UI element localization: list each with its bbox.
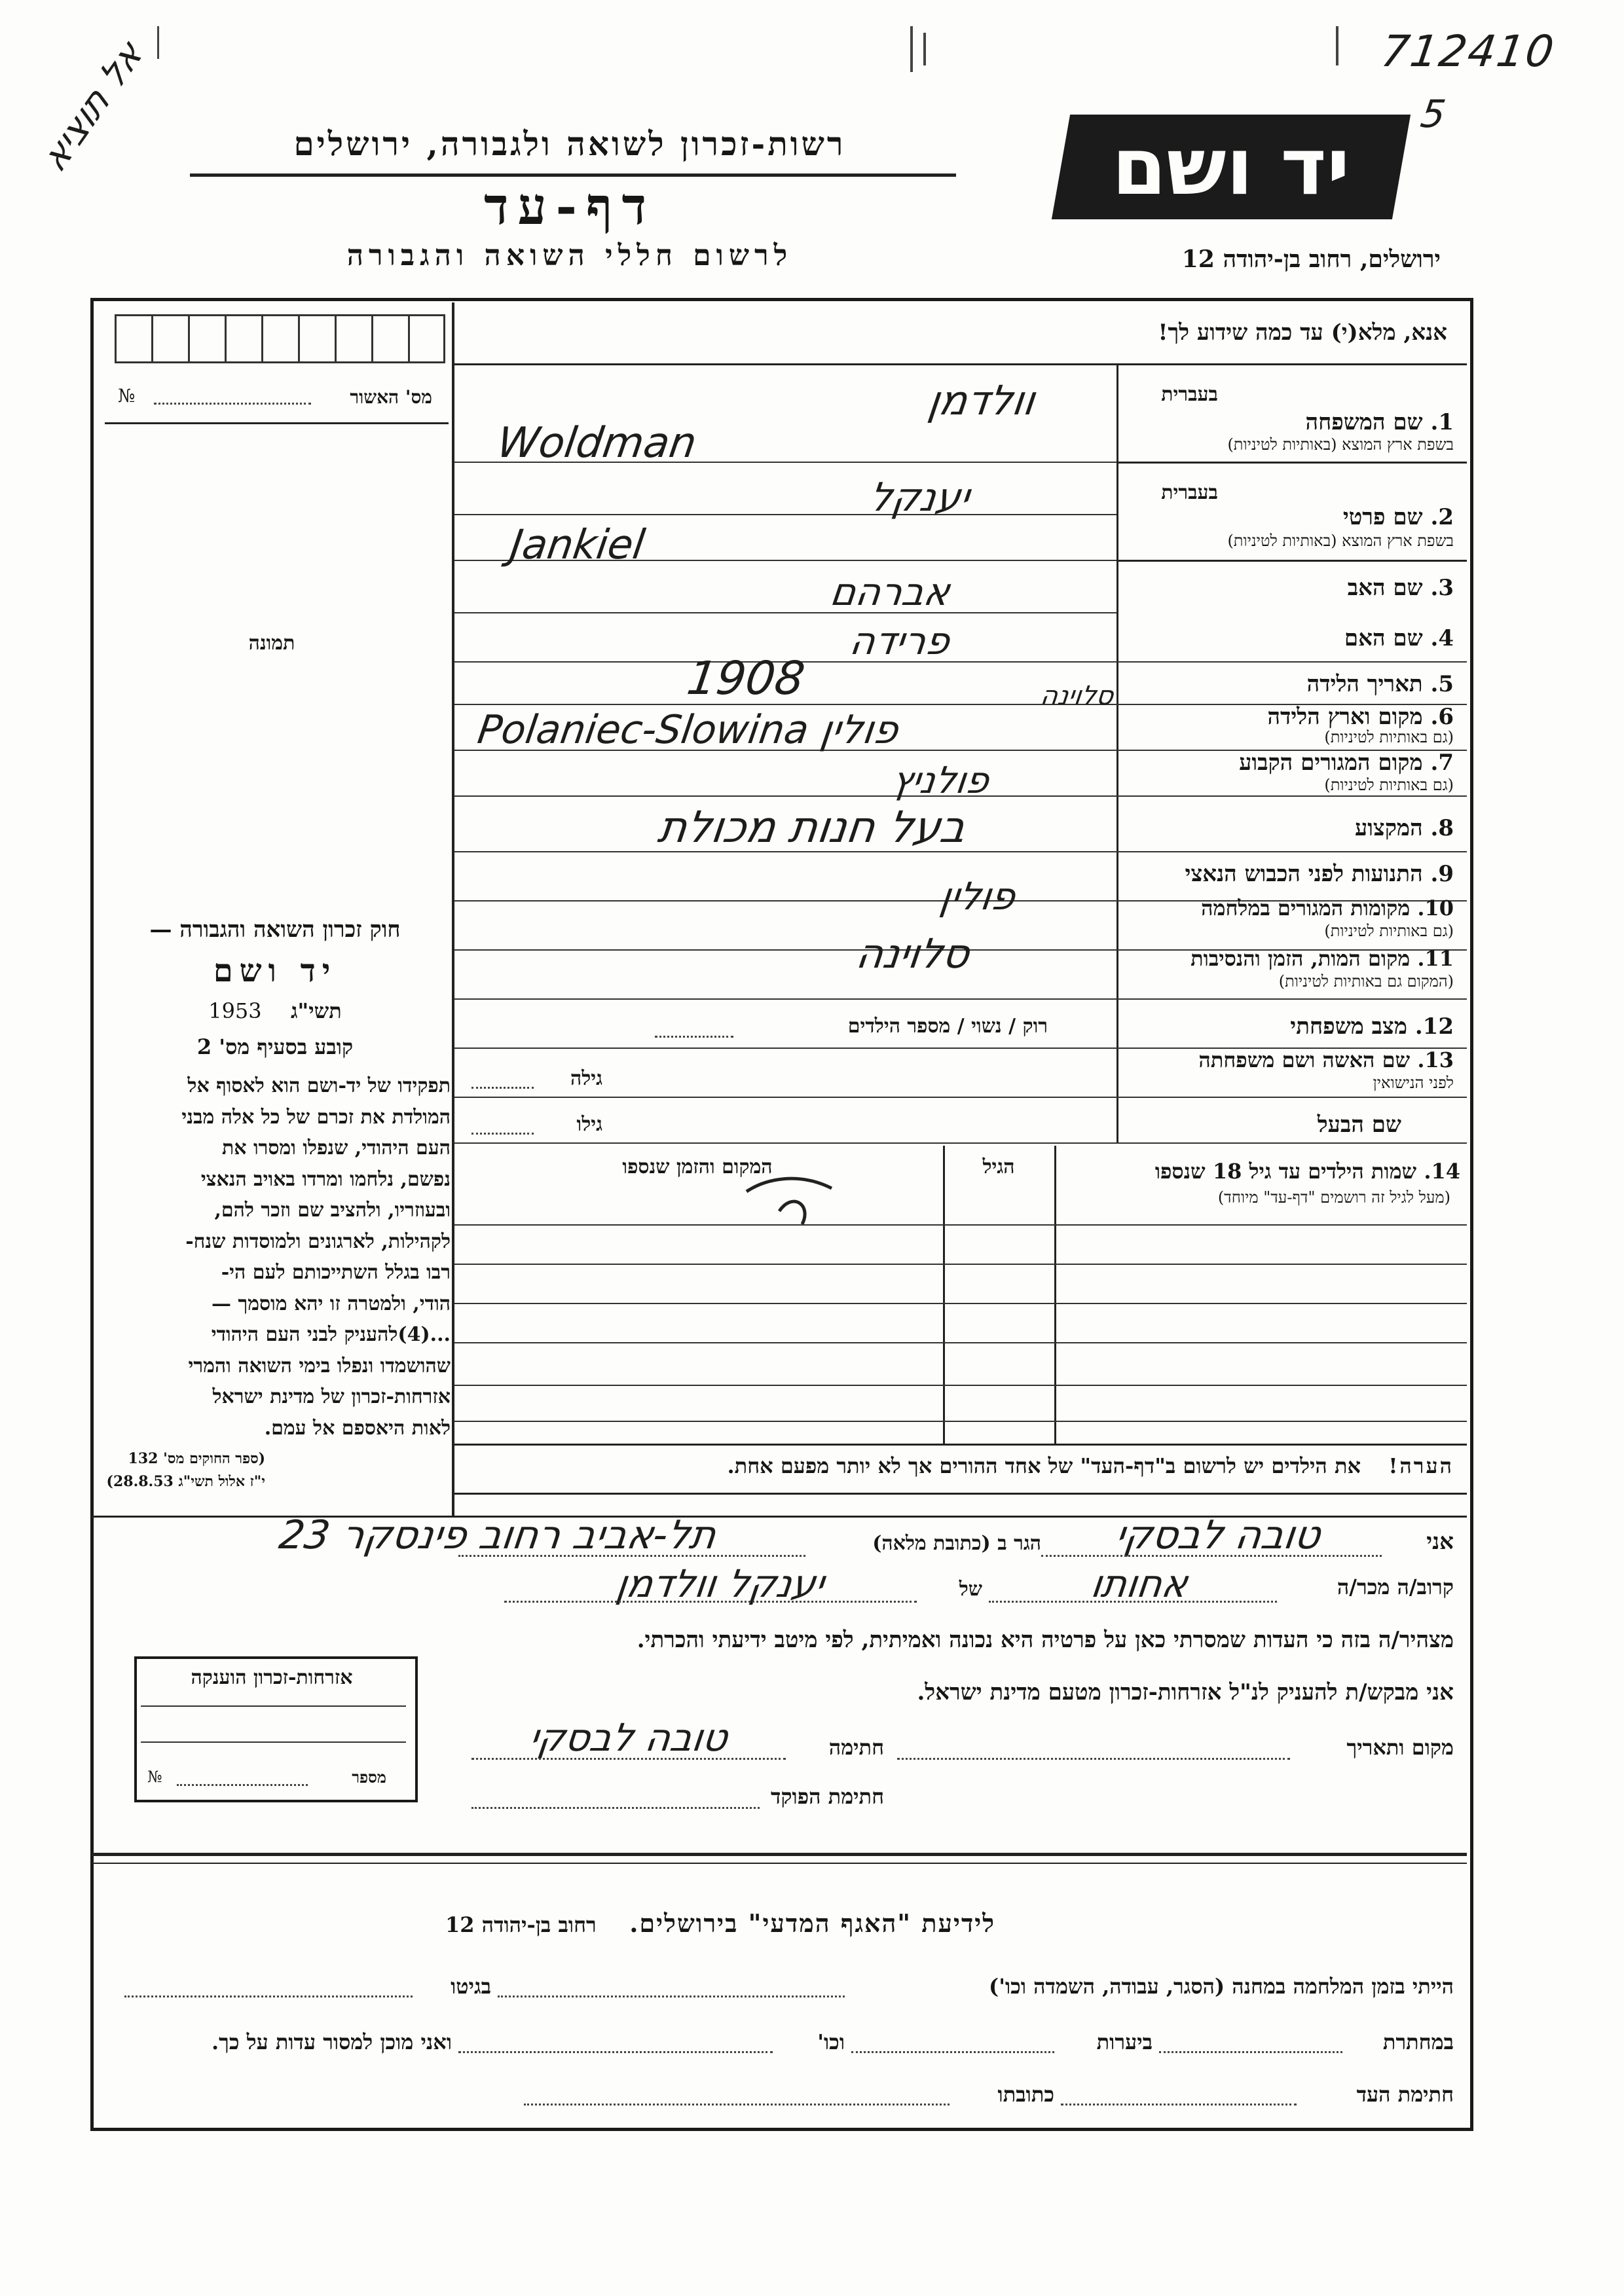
law-year bbox=[105, 998, 445, 1023]
field-8-num: 8. bbox=[1430, 815, 1454, 841]
field-8-label bbox=[1126, 815, 1454, 841]
field-6-sub: (גם באותיות לטיניות) bbox=[1324, 728, 1454, 746]
field-6-label bbox=[1126, 704, 1454, 730]
field-1-hebrew-tag: בעברית bbox=[1161, 383, 1218, 406]
field-13-label bbox=[1120, 1048, 1454, 1072]
footer-line2-c: וכו' bbox=[817, 2030, 845, 2054]
field-2-value-he[interactable]: יענקל bbox=[866, 475, 972, 520]
decl-signature-label: חתימה bbox=[828, 1735, 884, 1760]
strike-mark bbox=[740, 1165, 845, 1231]
field-6-num: 6. bbox=[1430, 704, 1454, 730]
field-5-label bbox=[1126, 671, 1454, 697]
file-number: 712410 bbox=[1378, 26, 1559, 77]
field-10-num: 10. bbox=[1417, 896, 1454, 920]
decl-relative-label: קרוב/ה מכר/ה bbox=[1337, 1575, 1454, 1599]
decl-of-label: של bbox=[959, 1578, 982, 1601]
law-year-heb: תשי"ג bbox=[290, 998, 342, 1023]
field-12-num: 12. bbox=[1414, 1013, 1454, 1040]
authority-name: רשות-זכרון לשואה ולגבורה, ירושלים bbox=[293, 124, 846, 163]
law-text-line: רבו בגלל השתייכותם לעם הי- bbox=[221, 1261, 451, 1284]
law-text-line: לאות היאספם אל עמם. bbox=[264, 1416, 451, 1440]
field-3-num: 3. bbox=[1430, 575, 1454, 601]
law-text-line: המולדת את זכרם של כל אלה מבני bbox=[181, 1105, 451, 1129]
approval-label: מס' האשור bbox=[350, 386, 432, 408]
law-text-line: ובעוזריו, ולהציב שם וזכר להם, bbox=[214, 1199, 451, 1222]
field-10-sub: (גם באותיות לטיניות) bbox=[1324, 922, 1454, 940]
law-year-greg: 1953 bbox=[208, 998, 262, 1023]
field-7-value[interactable]: פולניץ bbox=[889, 759, 992, 802]
field-9-num: 9. bbox=[1430, 861, 1454, 887]
field-1-num: 1. bbox=[1430, 409, 1454, 435]
field-2-text: שם פרטי bbox=[1342, 504, 1423, 530]
citizenship-no: № bbox=[147, 1768, 162, 1786]
law-text-line: לקהילות, לארגונים ולמוסדות שנח- bbox=[185, 1230, 451, 1253]
header-address: ירושלים, רחוב בן-יהודה 12 bbox=[1181, 246, 1441, 273]
law-clause: קובע בסעיף מס' 2 bbox=[196, 1034, 354, 1059]
law-text bbox=[97, 1070, 451, 1444]
footer-address: רחוב בן-יהודה 12 bbox=[445, 1912, 597, 1937]
logo-text: יד ושם bbox=[1112, 121, 1350, 213]
field-4-value[interactable]: פרידה bbox=[847, 619, 953, 663]
file-subnumber: 5 bbox=[1418, 92, 1449, 136]
decl-address[interactable]: תל-אביב רחוב פינסקר 23 bbox=[276, 1512, 719, 1558]
law-text-line: אזרחות-זכרון של מדינת ישראל bbox=[212, 1385, 451, 1408]
field-13-sub: לפני הנישואין bbox=[1373, 1074, 1454, 1092]
form-subtitle: לרשום חללי השואה והגבורה bbox=[346, 239, 793, 272]
citizenship-number-label: מספר bbox=[352, 1768, 386, 1787]
footer-header bbox=[196, 1908, 1244, 1939]
field-12-text: מצב משפחתי bbox=[1290, 1013, 1407, 1040]
footer-line2-d: ואני מוכן למסור עדות על כך. bbox=[211, 2030, 452, 2054]
field-2-num: 2. bbox=[1430, 504, 1454, 530]
field-8-value[interactable]: בעל חנות מכולת bbox=[655, 802, 969, 852]
field-5-text: תאריך הלידה bbox=[1306, 671, 1423, 697]
law-text-line: הודי, ולמטרה זו יהא מוסמך — bbox=[212, 1292, 451, 1315]
field-1-text: שם המשפחה bbox=[1305, 409, 1423, 435]
law-text-line: נפשם, נלחמו ומרדו באויב הנאצי bbox=[200, 1167, 451, 1191]
field-11-text: מקום המות, הזמן והנסיבות bbox=[1190, 946, 1411, 971]
photo-label: תמונה bbox=[248, 632, 295, 655]
approval-number-sign: № bbox=[118, 385, 136, 407]
field-2-label bbox=[1126, 504, 1454, 530]
law-ref-1: (ספר החוקים מס' 132 bbox=[128, 1450, 265, 1467]
footer-line1-b: בגיטו bbox=[451, 1974, 491, 1999]
law-text-line: ...(4)להעניק לבני העם היהודי bbox=[211, 1323, 451, 1346]
footer-line2-a: במחתרת bbox=[1382, 2030, 1454, 2054]
field-8-text: המקצוע bbox=[1354, 815, 1423, 841]
field-12-value[interactable]: רוק / נשוי / מספר הילדים bbox=[847, 1015, 1048, 1038]
field-4-num: 4. bbox=[1430, 625, 1454, 651]
field-7-label bbox=[1126, 750, 1454, 776]
field-9-text: התנועות לפני הכבוש הנאצי bbox=[1185, 861, 1423, 887]
field-3-value[interactable]: אברהם bbox=[827, 570, 953, 614]
wife-age-label: גילה bbox=[570, 1067, 602, 1090]
field-6-text: מקום וארץ הלידה bbox=[1267, 704, 1423, 730]
note-text: את הילדים יש לרשום ב"דף-העד" של אחד ההורים אך לא יותר מפעם אחת. bbox=[727, 1453, 1361, 1478]
field-6-value-extra[interactable]: סלוינה bbox=[1039, 681, 1116, 711]
field-10-label bbox=[1120, 896, 1454, 920]
field-2-sub: בשפת ארץ המוצא (באותיות לטיניות) bbox=[1227, 532, 1454, 550]
field-10-text: מקומות המגורים במלחמה bbox=[1201, 896, 1411, 920]
footer-line3-a: חתימת העד bbox=[1356, 2082, 1454, 2107]
decl-place-date-label: מקום ותאריך bbox=[1346, 1735, 1454, 1760]
note-label: הערה! bbox=[1388, 1453, 1454, 1478]
husband-label: שם הבעל bbox=[1317, 1112, 1401, 1138]
law-text-line: תפקידו של יד-ושם הוא לאסוף אל bbox=[187, 1074, 451, 1097]
form-title: דף-עד bbox=[484, 177, 655, 236]
children-title-sub: (מעל לגיל זה רושמים "דף-עד" מיוחד) bbox=[1217, 1188, 1450, 1207]
law-text-line: שהושמדו ונפלו בימי השואה והמרי bbox=[188, 1354, 451, 1377]
decl-statement: מצהיר/ה בזה כי העדות שמסרתי כאן על פרטיה היא נכונה ואמיתית, לפי מיטב ידיעתי והכרתי. bbox=[637, 1627, 1454, 1653]
law-text-line: העם היהודי, שנפלו ומסרו את bbox=[221, 1137, 451, 1159]
children-title: 14. שמות הילדים עד גיל 18 שנספו bbox=[1154, 1159, 1460, 1184]
field-13-text: שם האשה ושם משפחתה bbox=[1198, 1048, 1411, 1072]
field-3-text: שם האב bbox=[1347, 575, 1423, 601]
field-7-num: 7. bbox=[1430, 750, 1454, 776]
top-left-annotation: אל תוציא bbox=[35, 32, 150, 181]
decl-residing: הגר ב (כתובת מלאה) bbox=[872, 1532, 1041, 1555]
field-5-value[interactable]: 1908 bbox=[684, 651, 808, 705]
field-7-sub: (גם באותיות לטיניות) bbox=[1324, 776, 1454, 794]
footer-line3-b: כתובתו bbox=[997, 2082, 1054, 2107]
yad-vashem-logo bbox=[1052, 115, 1411, 219]
field-1-value-latin[interactable]: Woldman bbox=[494, 419, 700, 467]
citizenship-title: אזרחות-זכרון הוענקה bbox=[191, 1666, 353, 1689]
field-1-label bbox=[1126, 409, 1454, 435]
margin-marks bbox=[157, 26, 1401, 65]
field-13-num: 13. bbox=[1417, 1048, 1454, 1072]
field-11-sub: (המקום גם באותיות לטיניות) bbox=[1278, 972, 1454, 991]
field-4-label bbox=[1126, 625, 1454, 651]
footer-line1-a: הייתי בזמן המלחמה במחנה (הסגר, עבודה, השמדה וכו') bbox=[989, 1974, 1454, 1999]
decl-request: אני מבקש/ת להעניק לנ"ל אזרחות-זכרון מטעם מדינת ישראל. bbox=[917, 1679, 1454, 1705]
field-3-label bbox=[1126, 575, 1454, 601]
field-11-value[interactable]: סלוינה bbox=[853, 930, 973, 977]
field-1-sub: בשפת ארץ המוצא (באותיות לטיניות) bbox=[1227, 435, 1454, 454]
decl-deceased[interactable]: יענקל וולדמן bbox=[613, 1561, 828, 1606]
decl-relation[interactable]: אחותו bbox=[1088, 1561, 1190, 1606]
law-title: חוק זכרון השואה והגבורה — bbox=[149, 917, 401, 943]
field-4-text: שם האם bbox=[1344, 625, 1423, 651]
decl-clerk-label: חתימת הפוקד bbox=[771, 1784, 884, 1809]
children-col-place: המקום והזמן שנספו bbox=[622, 1156, 773, 1178]
law-name: יד ושם bbox=[213, 953, 337, 989]
field-11-label bbox=[1120, 946, 1454, 971]
law-ref-2: י"ז אלול תשי"ג 28.8.53) bbox=[106, 1473, 265, 1490]
field-7-text: מקום המגורים הקבוע bbox=[1239, 750, 1423, 776]
instruction-text: אנא, מלא(י) עד כמה שידוע לך! bbox=[1158, 319, 1447, 346]
decl-ani: אני bbox=[1426, 1529, 1454, 1555]
decl-signature[interactable]: טובה לבסקי bbox=[526, 1715, 731, 1760]
field-9-label bbox=[1120, 861, 1454, 887]
field-5-num: 5. bbox=[1430, 671, 1454, 697]
footer-title: לידיעת "האגף המדעי" בירושלים. bbox=[629, 1908, 995, 1938]
husband-age-label: גילו bbox=[576, 1113, 602, 1136]
field-11-num: 11. bbox=[1417, 946, 1454, 971]
field-2-value-latin[interactable]: Jankiel bbox=[507, 520, 648, 568]
children-col-age: הגיל bbox=[982, 1156, 1015, 1178]
field-1-value-he[interactable]: וולדמן bbox=[925, 376, 1039, 424]
decl-name[interactable]: טובה לבסקי bbox=[1113, 1512, 1323, 1558]
field-10-value[interactable]: פולין bbox=[937, 874, 1018, 919]
note-row bbox=[458, 1453, 1454, 1478]
field-12-label bbox=[1120, 1013, 1454, 1040]
footer-line2-b: ביערות bbox=[1096, 2030, 1153, 2054]
approval-grid[interactable] bbox=[115, 314, 445, 363]
field-2-hebrew-tag: בעברית bbox=[1161, 481, 1218, 504]
field-6-value[interactable]: Polaniec-Slowina פולין bbox=[475, 707, 902, 753]
